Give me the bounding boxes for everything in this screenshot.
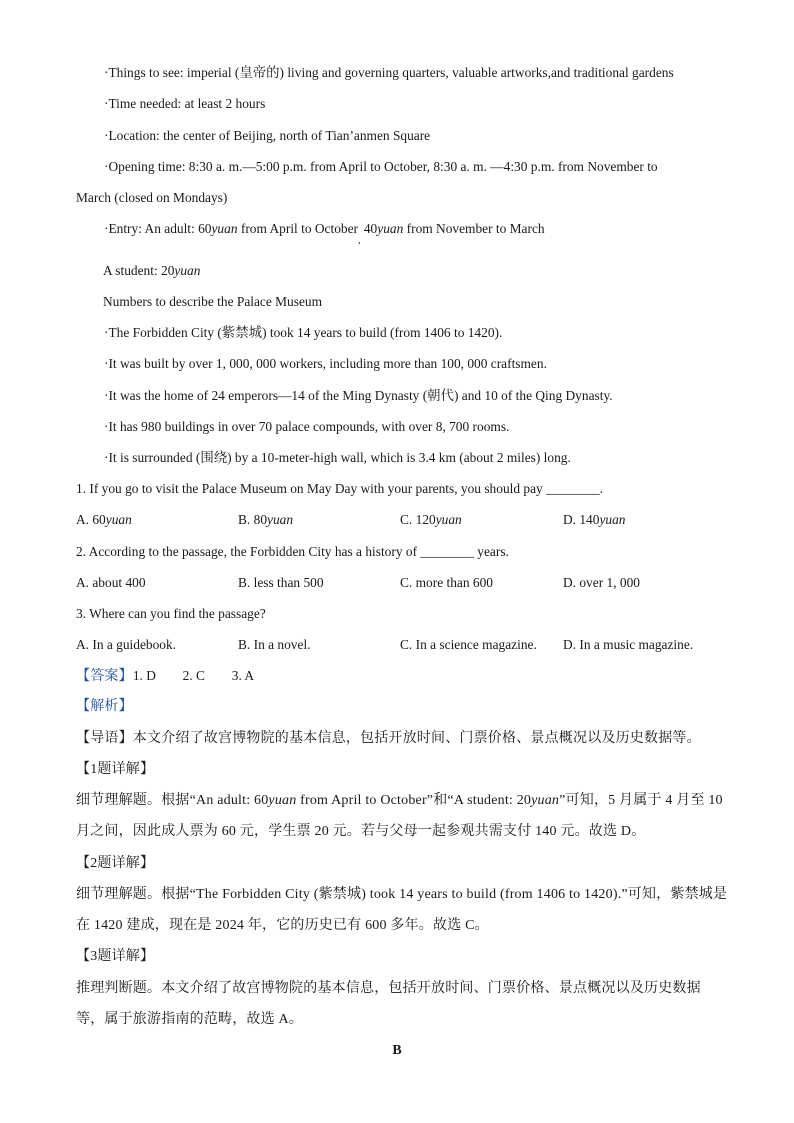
- q2-option-c: C. more than 600: [400, 575, 493, 590]
- question-2-stem: 2. According to the passage, the Forbidden City has a history of ________ years.: [76, 544, 509, 559]
- fact-4: ·It has 980 buildings in over 70 palace compounds, with over 8, 700 rooms.: [104, 419, 510, 434]
- passage-things-to-see: ·Things to see: imperial (皇帝的) living and governing quarters, valuable artworks,and traditional gardens: [104, 65, 674, 80]
- passage-student: [103, 262, 200, 280]
- question-1-stem: 1. If you go to visit the Palace Museum on May Day with your parents, you should pay ________.: [76, 481, 604, 496]
- fact-5: ·It is surrounded (围绕) by a 10-meter-high wall, which is 3.4 km (about 2 miles) long.: [104, 450, 571, 465]
- student-prefix: A student: 20: [103, 263, 175, 278]
- q1-explanation-line2: 月之间，因此成人票为 60 元，学生票 20 元。若与父母一起参观共需支付 140 元。故选 D。: [76, 824, 646, 839]
- q1-option-d: D. 140yuan: [563, 512, 626, 527]
- numbers-heading: Numbers to describe the Palace Museum: [103, 294, 323, 309]
- passage-opening-time-line1: ·Opening time: 8:30 a. m.—5:00 p.m. from April to October, 8:30 a. m. —4:30 p.m. from November to: [104, 159, 658, 174]
- q1-explanation-heading: 【1题详解】: [76, 762, 155, 777]
- q3-option-d: D. In a music magazine.: [563, 637, 694, 652]
- q3-option-c: C. In a science magazine.: [400, 637, 537, 652]
- q3-option-b: B. In a novel.: [238, 637, 311, 652]
- passage-location: ·Location: the center of Beijing, north of Tian’anmen Square: [104, 128, 431, 143]
- passage-time-needed: ·Time needed: at least 2 hours: [104, 96, 266, 111]
- q2-explanation-line1: 细节理解题。根据“The Forbidden City (紫禁城) took 14 years to build (from 1406 to 1420).”可知，紫禁城是: [76, 887, 728, 902]
- passage-opening-time-line2: March (closed on Mondays): [76, 190, 228, 205]
- passage-entry: [104, 220, 545, 246]
- fact-1: ·The Forbidden City (紫禁城) took 14 years to build (from 1406 to 1420).: [104, 325, 503, 340]
- answer-line: [76, 667, 254, 686]
- fact-3: ·It was the home of 24 emperors—14 of the Ming Dynasty (朝代) and 10 of the Qing Dynasty.: [104, 388, 613, 403]
- entry-suffix: from November to March: [403, 221, 545, 236]
- q3-explanation-heading: 【3题详解】: [76, 949, 155, 964]
- section-label: B: [392, 1043, 402, 1058]
- entry-mid: from April to October: [237, 221, 359, 236]
- answer-tag: 【答案】: [76, 669, 133, 684]
- analysis-intro: 【导语】本文介绍了故宫博物院的基本信息，包括开放时间、门票价格、景点概况以及历史数据等。: [76, 731, 701, 746]
- q2-explanation-heading: 【2题详解】: [76, 856, 155, 871]
- fact-2: ·It was built by over 1, 000, 000 workers, including more than 100, 000 craftsmen.: [104, 356, 547, 371]
- q3-option-a: A. In a guidebook.: [76, 637, 177, 652]
- q1-explanation-line1: 细节理解题。根据“An adult: 60yuan from April to October”和“A student: 20yuan”可知，5 月属于 4 月至 10: [76, 793, 723, 808]
- entry-prefix: ·Entry: An adult: 60: [104, 221, 212, 236]
- q3-explanation-line1: 推理判断题。本文介绍了故宫博物院的基本信息，包括开放时间、门票价格、景点概况以及历史数据: [76, 981, 701, 996]
- entry-mid2: 40: [360, 221, 378, 236]
- q1-option-a: A. 60yuan: [76, 512, 132, 527]
- analysis-tag: 【解析】: [76, 699, 133, 714]
- q2-option-a: A. about 400: [76, 575, 146, 590]
- entry-unit-1: yuan: [211, 221, 238, 236]
- answer-text: 1. D 2. C 3. A: [132, 668, 255, 683]
- q1-option-b: B. 80yuan: [238, 512, 294, 527]
- q3-explanation-line2: 等，属于旅游指南的范畴，故选 A。: [76, 1012, 304, 1027]
- q2-option-b: B. less than 500: [238, 575, 324, 590]
- q1-option-c: C. 120yuan: [400, 512, 462, 527]
- q2-option-d: D. over 1, 000: [563, 575, 640, 590]
- q2-explanation-line2: 在 1420 建成，现在是 2024 年，它的历史已有 600 多年。故选 C。: [76, 918, 489, 933]
- entry-unit-2: yuan: [377, 221, 404, 236]
- question-3-stem: 3. Where can you find the passage?: [76, 606, 266, 621]
- student-unit: yuan: [174, 263, 201, 278]
- entry-mark: ,: [358, 235, 361, 246]
